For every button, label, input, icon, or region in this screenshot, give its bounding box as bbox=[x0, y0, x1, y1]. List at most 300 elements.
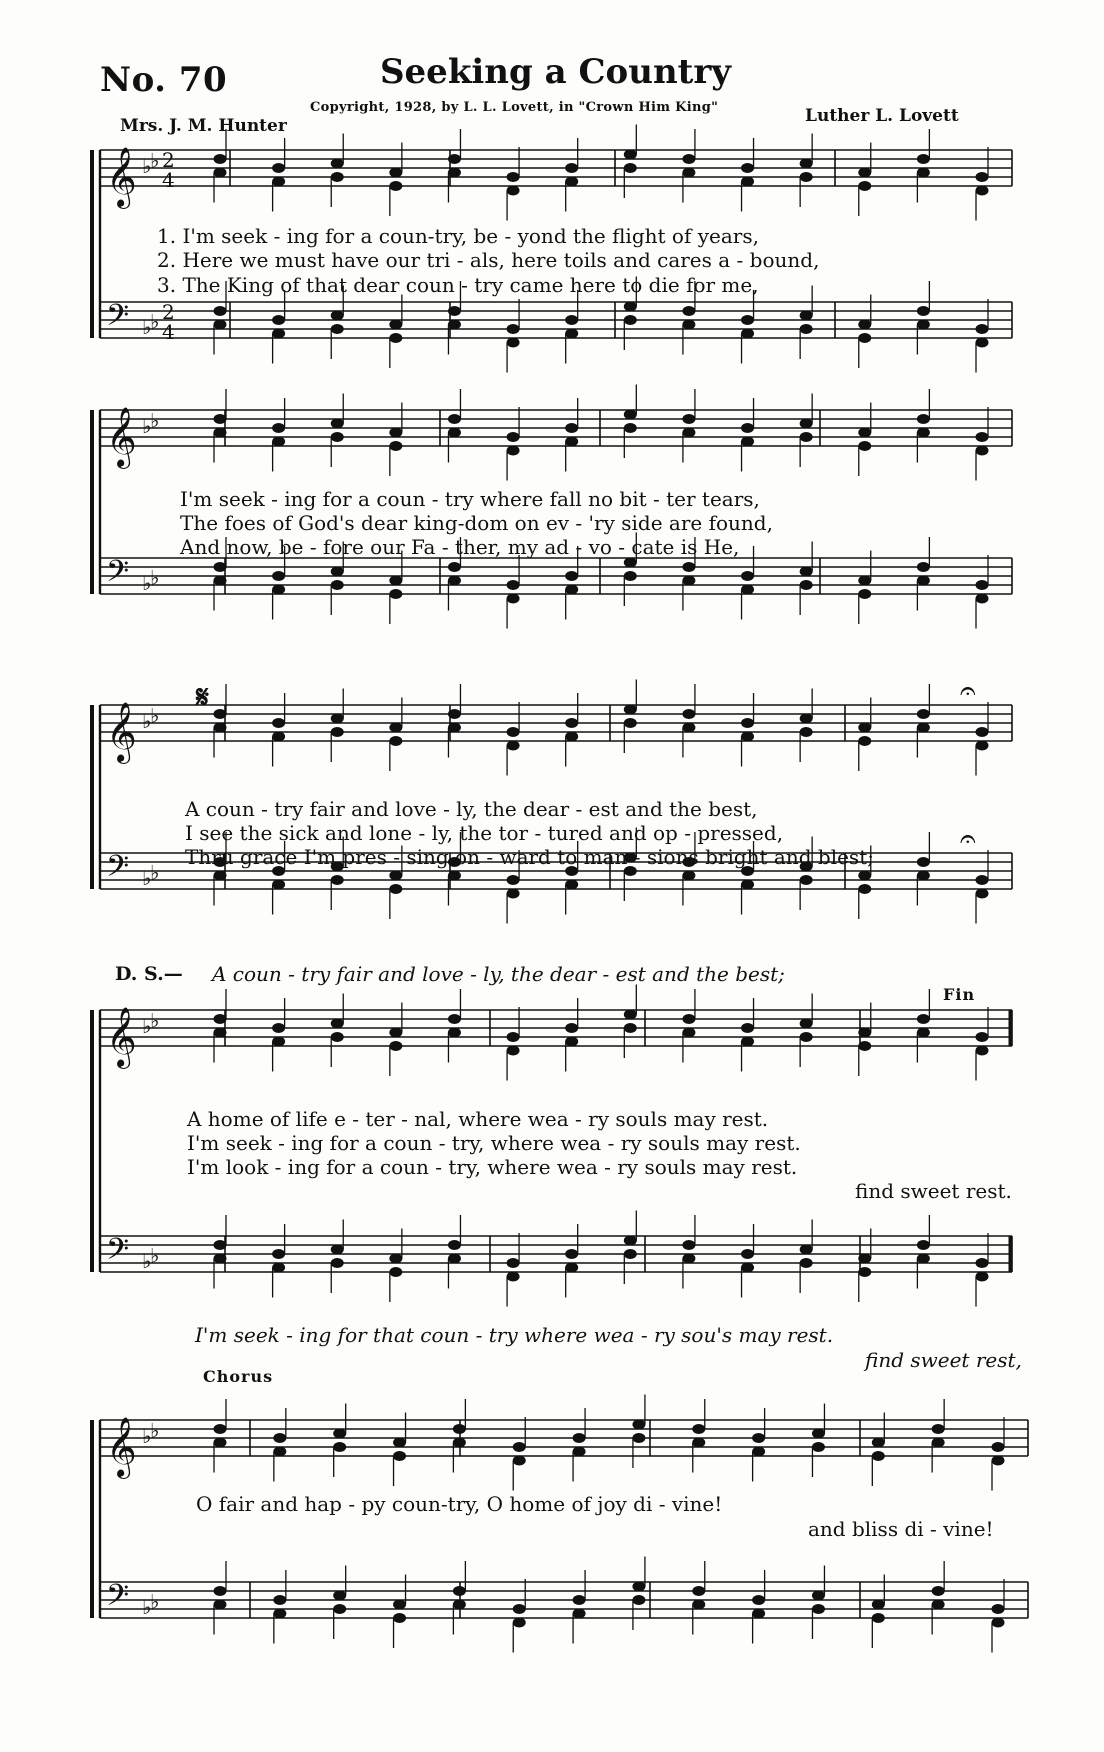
treble-note-head bbox=[448, 1028, 460, 1037]
time-signature-top: 2 bbox=[162, 300, 175, 324]
flat-sign-icon: ♭ bbox=[142, 1424, 152, 1448]
bass-clef-icon: 𝄢 bbox=[106, 555, 130, 596]
treble-note-head bbox=[507, 1033, 519, 1042]
bass-note-head bbox=[742, 316, 754, 325]
bass-note-head bbox=[273, 880, 285, 889]
bass-note-head bbox=[917, 1241, 929, 1250]
bass-note-head bbox=[331, 876, 343, 885]
treble-note-head bbox=[917, 415, 929, 424]
bass-note-head bbox=[448, 1241, 460, 1250]
treble-note-head bbox=[683, 710, 695, 719]
lyric-line-s4-v3: I'm look - ing for a coun - try, where wea - ry souls may rest. bbox=[187, 1155, 798, 1179]
treble-note-head bbox=[683, 168, 695, 177]
bass-note-head bbox=[513, 1605, 525, 1614]
treble-note-head bbox=[976, 433, 988, 442]
flat-sign-icon: ♭ bbox=[150, 408, 160, 433]
flat-sign-icon: ♭ bbox=[150, 1008, 160, 1033]
treble-note-head bbox=[859, 737, 871, 746]
flat-sign-icon: ♭ bbox=[142, 571, 152, 595]
treble-note-head bbox=[633, 1420, 645, 1429]
bass-note-head bbox=[742, 880, 754, 889]
lyric-line-s2-v2: The foes of God's dear king-dom on ev - 'ry side are found, bbox=[180, 511, 773, 535]
bass-note-head bbox=[566, 1263, 578, 1272]
bass-note-head bbox=[800, 1259, 812, 1268]
treble-note-head bbox=[453, 1438, 465, 1447]
flat-sign-icon: ♭ bbox=[150, 1418, 160, 1443]
bass-note-head bbox=[273, 329, 285, 338]
treble-note-head bbox=[390, 428, 402, 437]
treble-note-head bbox=[859, 442, 871, 451]
treble-note-head bbox=[566, 177, 578, 186]
treble-note-head bbox=[507, 173, 519, 182]
bass-clef-icon: 𝄢 bbox=[106, 1579, 130, 1620]
bass-note-head bbox=[633, 1596, 645, 1605]
treble-note-head bbox=[917, 428, 929, 437]
bass-note-head bbox=[859, 320, 871, 329]
bass-note-head bbox=[753, 1596, 765, 1605]
bass-note-head bbox=[683, 1254, 695, 1263]
treble-note-head bbox=[992, 1443, 1004, 1452]
flat-sign-icon: ♭ bbox=[142, 866, 152, 890]
chorus-lyric-line: O fair and hap - py coun-try, O home of joy di - vine! bbox=[196, 1492, 723, 1516]
bass-note-head bbox=[566, 329, 578, 338]
treble-note-head bbox=[917, 155, 929, 164]
bass-note-head bbox=[624, 572, 636, 581]
fermata-icon: 𝄐 bbox=[960, 822, 976, 855]
bass-note-head bbox=[273, 572, 285, 581]
flat-sign-icon: ♭ bbox=[142, 709, 152, 733]
treble-note-head bbox=[917, 168, 929, 177]
hymn-number: No. 70 bbox=[100, 60, 228, 100]
bass-note-head bbox=[566, 585, 578, 594]
treble-clef-icon: 𝄞 bbox=[106, 1007, 137, 1067]
treble-note-head bbox=[566, 732, 578, 741]
treble-note-head bbox=[812, 1443, 824, 1452]
bass-note-head bbox=[859, 1268, 871, 1277]
bass-note-head bbox=[573, 1596, 585, 1605]
bass-note-head bbox=[976, 1272, 988, 1281]
treble-note-head bbox=[390, 737, 402, 746]
bass-note-head bbox=[214, 871, 226, 880]
treble-note-head bbox=[448, 415, 460, 424]
treble-note-head bbox=[566, 424, 578, 433]
treble-note-head bbox=[800, 173, 812, 182]
treble-note-head bbox=[976, 173, 988, 182]
treble-note-head bbox=[214, 428, 226, 437]
bass-note-head bbox=[859, 590, 871, 599]
bass-note-head bbox=[683, 307, 695, 316]
treble-note-head bbox=[273, 177, 285, 186]
bass-note-head bbox=[742, 1263, 754, 1272]
treble-note-head bbox=[566, 1024, 578, 1033]
lyric-line-s4-v2: I'm seek - ing for a coun - try, where wea - ry souls may rest. bbox=[187, 1131, 801, 1155]
bass-note-head bbox=[976, 338, 988, 347]
bass-note-head bbox=[214, 1587, 226, 1596]
treble-note-head bbox=[390, 182, 402, 191]
bass-note-head bbox=[800, 1245, 812, 1254]
flat-sign-icon: ♭ bbox=[142, 414, 152, 438]
treble-note-head bbox=[566, 164, 578, 173]
bass-note-head bbox=[566, 572, 578, 581]
treble-note-head bbox=[800, 159, 812, 168]
treble-note-head bbox=[273, 1024, 285, 1033]
treble-clef-icon: 𝄞 bbox=[106, 1417, 137, 1477]
bass-note-head bbox=[507, 876, 519, 885]
bass-note-head bbox=[859, 334, 871, 343]
treble-note-head bbox=[624, 424, 636, 433]
bass-note-head bbox=[683, 563, 695, 572]
treble-note-head bbox=[507, 186, 519, 195]
treble-note-head bbox=[800, 1033, 812, 1042]
bass-note-head bbox=[331, 311, 343, 320]
treble-note-head bbox=[872, 1438, 884, 1447]
bass-note-head bbox=[742, 572, 754, 581]
bass-note-head bbox=[976, 325, 988, 334]
treble-note-head bbox=[573, 1447, 585, 1456]
hymn-title: Seeking a Country bbox=[380, 52, 732, 92]
lyric-line-s1-v1: 1. I'm seek - ing for a coun-try, be - yond the flight of years, bbox=[157, 224, 759, 248]
treble-note-head bbox=[742, 164, 754, 173]
treble-note-head bbox=[932, 1425, 944, 1434]
treble-clef-icon: 𝄞 bbox=[106, 147, 137, 207]
treble-note-head bbox=[331, 1019, 343, 1028]
bass-note-head bbox=[753, 1609, 765, 1618]
treble-note-head bbox=[683, 723, 695, 732]
lyricist-credit: Mrs. J. M. Hunter bbox=[120, 116, 287, 136]
treble-note-head bbox=[273, 719, 285, 728]
bass-note-head bbox=[917, 307, 929, 316]
treble-note-head bbox=[859, 1042, 871, 1051]
bass-note-head bbox=[507, 1272, 519, 1281]
bass-note-head bbox=[448, 1254, 460, 1263]
bass-note-head bbox=[976, 581, 988, 590]
bass-note-head bbox=[693, 1600, 705, 1609]
segno-sign: 𝄋 bbox=[196, 680, 209, 715]
treble-note-head bbox=[448, 155, 460, 164]
treble-note-head bbox=[976, 186, 988, 195]
echo-lyric-lower: find sweet rest, bbox=[865, 1348, 1022, 1372]
bass-note-head bbox=[573, 1609, 585, 1618]
treble-note-head bbox=[683, 1028, 695, 1037]
bass-note-head bbox=[917, 563, 929, 572]
treble-note-head bbox=[507, 728, 519, 737]
bass-note-head bbox=[859, 871, 871, 880]
treble-note-head bbox=[273, 424, 285, 433]
dal-segno-lyric: A coun - try fair and love - ly, the dear - est and the best; bbox=[212, 962, 785, 986]
bass-note-head bbox=[331, 567, 343, 576]
bass-note-head bbox=[214, 320, 226, 329]
treble-note-head bbox=[683, 155, 695, 164]
bass-note-head bbox=[917, 858, 929, 867]
bass-note-head bbox=[390, 885, 402, 894]
flat-sign-icon: ♭ bbox=[150, 860, 160, 885]
bass-note-head bbox=[917, 576, 929, 585]
bass-note-head bbox=[214, 563, 226, 572]
bass-note-head bbox=[976, 1259, 988, 1268]
treble-note-head bbox=[624, 164, 636, 173]
treble-note-head bbox=[742, 437, 754, 446]
bass-note-head bbox=[917, 1254, 929, 1263]
treble-note-head bbox=[872, 1452, 884, 1461]
treble-note-head bbox=[448, 428, 460, 437]
bass-note-head bbox=[859, 885, 871, 894]
treble-note-head bbox=[753, 1447, 765, 1456]
bass-note-head bbox=[394, 1614, 406, 1623]
lyric-line-s1-v2: 2. Here we must have our tri - als, here toils and cares a - bound, bbox=[157, 248, 820, 272]
bass-note-head bbox=[453, 1600, 465, 1609]
bass-note-head bbox=[976, 889, 988, 898]
treble-note-head bbox=[976, 741, 988, 750]
flat-sign-icon: ♭ bbox=[150, 1589, 160, 1614]
bass-note-head bbox=[976, 594, 988, 603]
bass-note-head bbox=[566, 1250, 578, 1259]
treble-note-head bbox=[513, 1456, 525, 1465]
bass-note-head bbox=[992, 1618, 1004, 1627]
treble-note-head bbox=[800, 1019, 812, 1028]
bass-note-head bbox=[742, 329, 754, 338]
flat-sign-icon: ♭ bbox=[142, 154, 152, 178]
treble-note-head bbox=[624, 410, 636, 419]
treble-note-head bbox=[390, 723, 402, 732]
treble-note-head bbox=[624, 150, 636, 159]
treble-clef-icon: 𝄞 bbox=[106, 702, 137, 762]
bass-note-head bbox=[624, 558, 636, 567]
treble-note-head bbox=[683, 428, 695, 437]
treble-note-head bbox=[214, 168, 226, 177]
treble-note-head bbox=[334, 1443, 346, 1452]
bass-note-head bbox=[507, 889, 519, 898]
treble-note-head bbox=[693, 1425, 705, 1434]
bass-note-head bbox=[812, 1591, 824, 1600]
treble-note-head bbox=[683, 1015, 695, 1024]
treble-note-head bbox=[331, 159, 343, 168]
treble-note-head bbox=[214, 1028, 226, 1037]
chorus-label: Chorus bbox=[203, 1367, 274, 1386]
treble-note-head bbox=[394, 1452, 406, 1461]
time-signature-top: 2 bbox=[162, 148, 175, 172]
time-signature-bottom: 4 bbox=[162, 320, 175, 344]
bass-note-head bbox=[448, 307, 460, 316]
flat-sign-icon: ♭ bbox=[142, 1595, 152, 1619]
lyric-line-s3-v1: A coun - try fair and love - ly, the dear - est and the best, bbox=[185, 797, 758, 821]
treble-note-head bbox=[917, 710, 929, 719]
treble-note-head bbox=[214, 710, 226, 719]
bass-note-head bbox=[390, 1254, 402, 1263]
flat-sign-icon: ♭ bbox=[150, 1243, 160, 1268]
bass-note-head bbox=[917, 320, 929, 329]
treble-note-head bbox=[800, 728, 812, 737]
bass-note-head bbox=[390, 871, 402, 880]
bass-note-head bbox=[566, 880, 578, 889]
treble-note-head bbox=[273, 164, 285, 173]
treble-note-head bbox=[331, 714, 343, 723]
bass-note-head bbox=[742, 585, 754, 594]
treble-note-head bbox=[976, 728, 988, 737]
flat-sign-icon: ♭ bbox=[142, 1014, 152, 1038]
bass-note-head bbox=[812, 1605, 824, 1614]
bass-note-head bbox=[214, 576, 226, 585]
bass-note-head bbox=[683, 871, 695, 880]
treble-note-head bbox=[390, 168, 402, 177]
treble-note-head bbox=[394, 1438, 406, 1447]
bass-note-head bbox=[448, 563, 460, 572]
bass-note-head bbox=[742, 1250, 754, 1259]
treble-note-head bbox=[331, 1033, 343, 1042]
bass-note-head bbox=[390, 590, 402, 599]
treble-note-head bbox=[331, 728, 343, 737]
treble-note-head bbox=[742, 424, 754, 433]
treble-note-head bbox=[693, 1438, 705, 1447]
flat-sign-icon: ♭ bbox=[150, 565, 160, 590]
bass-note-head bbox=[331, 581, 343, 590]
treble-note-head bbox=[507, 1046, 519, 1055]
bass-note-head bbox=[633, 1582, 645, 1591]
bass-note-head bbox=[859, 1254, 871, 1263]
bass-note-head bbox=[273, 316, 285, 325]
bass-note-head bbox=[624, 1236, 636, 1245]
bass-note-head bbox=[331, 1245, 343, 1254]
treble-note-head bbox=[566, 719, 578, 728]
treble-note-head bbox=[573, 1434, 585, 1443]
treble-note-head bbox=[448, 710, 460, 719]
treble-note-head bbox=[273, 1037, 285, 1046]
bass-note-head bbox=[513, 1618, 525, 1627]
treble-note-head bbox=[742, 1037, 754, 1046]
time-signature-bottom: 4 bbox=[162, 168, 175, 192]
treble-clef-icon: 𝄞 bbox=[106, 407, 137, 467]
treble-note-head bbox=[513, 1443, 525, 1452]
treble-note-head bbox=[390, 1028, 402, 1037]
bass-note-head bbox=[453, 1587, 465, 1596]
chorus-echo-lyric: and bliss di - vine! bbox=[808, 1517, 994, 1541]
bass-note-head bbox=[872, 1614, 884, 1623]
treble-note-head bbox=[448, 723, 460, 732]
bass-clef-icon: 𝄢 bbox=[106, 299, 130, 340]
treble-note-head bbox=[976, 1046, 988, 1055]
treble-note-head bbox=[274, 1447, 286, 1456]
treble-note-head bbox=[976, 1033, 988, 1042]
treble-note-head bbox=[624, 705, 636, 714]
treble-note-head bbox=[331, 419, 343, 428]
bass-note-head bbox=[274, 1609, 286, 1618]
treble-note-head bbox=[453, 1425, 465, 1434]
lyric-line-s2-v3: And now, be - fore our Fa - ther, my ad - vo - cate is He, bbox=[180, 535, 740, 559]
treble-note-head bbox=[448, 168, 460, 177]
bass-note-head bbox=[800, 311, 812, 320]
bass-note-head bbox=[448, 871, 460, 880]
treble-note-head bbox=[214, 1015, 226, 1024]
bass-note-head bbox=[448, 576, 460, 585]
treble-note-head bbox=[683, 415, 695, 424]
bass-note-head bbox=[274, 1596, 286, 1605]
treble-note-head bbox=[859, 1028, 871, 1037]
bass-note-head bbox=[566, 316, 578, 325]
treble-note-head bbox=[390, 442, 402, 451]
treble-note-head bbox=[566, 437, 578, 446]
treble-note-head bbox=[566, 1037, 578, 1046]
bass-note-head bbox=[507, 338, 519, 347]
treble-note-head bbox=[800, 419, 812, 428]
treble-note-head bbox=[859, 182, 871, 191]
flat-sign-icon: ♭ bbox=[142, 1249, 152, 1273]
bass-note-head bbox=[507, 1259, 519, 1268]
bass-note-head bbox=[859, 576, 871, 585]
lyric-line-s1-v3: 3. The King of that dear coun - try came here to die for me, bbox=[157, 273, 759, 297]
treble-note-head bbox=[214, 155, 226, 164]
bass-note-head bbox=[624, 302, 636, 311]
dal-segno-label: D. S.— bbox=[115, 963, 183, 985]
flat-sign-icon: ♭ bbox=[150, 148, 160, 173]
treble-note-head bbox=[214, 1438, 226, 1447]
treble-note-head bbox=[624, 1024, 636, 1033]
treble-note-head bbox=[976, 446, 988, 455]
bass-note-head bbox=[624, 316, 636, 325]
bass-note-head bbox=[683, 576, 695, 585]
treble-note-head bbox=[859, 428, 871, 437]
bass-note-head bbox=[683, 1241, 695, 1250]
bass-clef-icon: 𝄢 bbox=[106, 1233, 130, 1274]
treble-note-head bbox=[742, 719, 754, 728]
treble-note-head bbox=[633, 1434, 645, 1443]
bass-note-head bbox=[214, 1600, 226, 1609]
treble-note-head bbox=[334, 1429, 346, 1438]
treble-note-head bbox=[390, 1042, 402, 1051]
lyric-line-s3-v3: Thru grace I'm pres - sing on - ward to man - sions bright and blest; bbox=[185, 845, 874, 869]
bass-note-head bbox=[214, 307, 226, 316]
lyric-line-s4-v1: A home of life e - ter - nal, where wea - ry souls may rest. bbox=[187, 1107, 769, 1131]
bass-note-head bbox=[331, 1259, 343, 1268]
bass-note-head bbox=[507, 325, 519, 334]
treble-note-head bbox=[507, 433, 519, 442]
bass-note-head bbox=[800, 567, 812, 576]
lyric-line-s2-v1: I'm seek - ing for a coun - try where fall no bit - ter tears, bbox=[180, 487, 760, 511]
treble-note-head bbox=[992, 1456, 1004, 1465]
treble-note-head bbox=[742, 732, 754, 741]
treble-note-head bbox=[800, 433, 812, 442]
treble-note-head bbox=[448, 1015, 460, 1024]
treble-note-head bbox=[274, 1434, 286, 1443]
composer-credit: Luther L. Lovett bbox=[805, 106, 959, 126]
bass-note-head bbox=[331, 325, 343, 334]
flat-sign-icon: ♭ bbox=[150, 703, 160, 728]
treble-note-head bbox=[331, 433, 343, 442]
fermata-icon: 𝄐 bbox=[960, 674, 976, 707]
bass-note-head bbox=[214, 1254, 226, 1263]
bass-note-head bbox=[976, 876, 988, 885]
bass-lyric-line: I'm seek - ing for that coun - try where wea - ry sou's may rest. bbox=[195, 1323, 834, 1347]
bass-note-head bbox=[273, 585, 285, 594]
bass-note-head bbox=[390, 1268, 402, 1277]
treble-note-head bbox=[753, 1434, 765, 1443]
treble-note-head bbox=[273, 437, 285, 446]
bass-note-head bbox=[390, 334, 402, 343]
bass-note-head bbox=[693, 1587, 705, 1596]
bass-note-head bbox=[800, 876, 812, 885]
bass-note-head bbox=[624, 1250, 636, 1259]
treble-note-head bbox=[273, 732, 285, 741]
treble-note-head bbox=[624, 1010, 636, 1019]
treble-note-head bbox=[214, 723, 226, 732]
treble-note-head bbox=[859, 168, 871, 177]
bass-note-head bbox=[334, 1605, 346, 1614]
bass-note-head bbox=[800, 581, 812, 590]
treble-note-head bbox=[331, 173, 343, 182]
fine-marker: Fin bbox=[943, 985, 976, 1004]
treble-note-head bbox=[917, 1015, 929, 1024]
bass-note-head bbox=[214, 1241, 226, 1250]
treble-note-head bbox=[742, 1024, 754, 1033]
treble-note-head bbox=[507, 446, 519, 455]
